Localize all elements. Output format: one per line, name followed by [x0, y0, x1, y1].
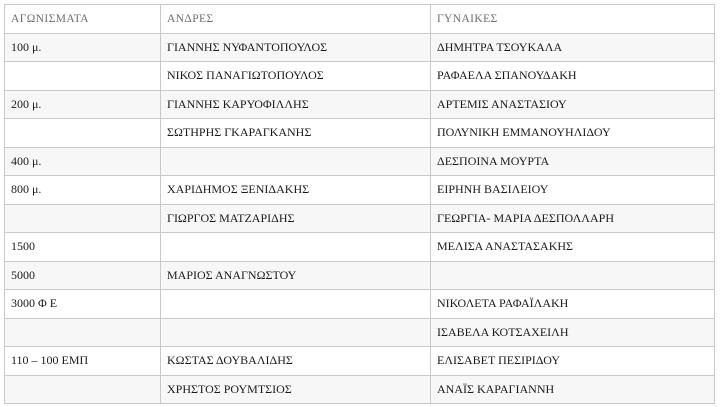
event-cell	[5, 119, 161, 148]
event-cell: 3000 Φ Ε	[5, 290, 161, 319]
table-row	[5, 290, 715, 319]
event-cell	[5, 375, 161, 404]
event-cell: 5000	[5, 261, 161, 290]
men-athlete-cell	[161, 290, 431, 319]
table-row	[5, 90, 715, 119]
event-cell	[5, 62, 161, 91]
women-athlete-cell: ΠΟΛΥΝΙΚΗ ΕΜΜΑΝΟΥΗΛΙΔΟΥ	[431, 119, 715, 148]
table-row	[5, 62, 715, 91]
event-cell: 400 μ.	[5, 147, 161, 176]
table-row	[5, 375, 715, 404]
men-athlete-cell: ΓΙΩΡΓΟΣ ΜΑΤΖΑΡΙΔΗΣ	[161, 204, 431, 233]
event-cell	[5, 204, 161, 233]
table-row	[5, 147, 715, 176]
women-athlete-cell: ΓΕΩΡΓΙΑ- ΜΑΡΙΑ ΔΕΣΠΟΛΛΑΡΗ	[431, 204, 715, 233]
women-athlete-cell: ΔΗΜΗΤΡΑ ΤΣΟΥΚΑΛΑ	[431, 33, 715, 62]
table-header-row	[5, 5, 715, 34]
men-athlete-cell	[161, 147, 431, 176]
men-athlete-cell: ΓΙΑΝΝΗΣ ΚΑΡΥΟΦΙΛΛΗΣ	[161, 90, 431, 119]
men-athlete-cell: ΜΑΡΙΟΣ ΑΝΑΓΝΩΣΤΟΥ	[161, 261, 431, 290]
table-row	[5, 233, 715, 262]
column-header-events: ΑΓΩΝΙΣΜΑΤΑ	[5, 5, 161, 34]
event-cell: 800 μ.	[5, 176, 161, 205]
column-header-women: ΓΥΝΑΙΚΕΣ	[431, 5, 715, 34]
men-athlete-cell: ΧΑΡΙΔΗΜΟΣ ΞΕΝΙΔΑΚΗΣ	[161, 176, 431, 205]
women-athlete-cell: ΙΣΑΒΕΛΑ ΚΟΤΣΑΧΕΙΛΗ	[431, 318, 715, 347]
table-row	[5, 204, 715, 233]
women-athlete-cell: ΡΑΦΑΕΛΑ ΣΠΑΝΟΥΔΑΚΗ	[431, 62, 715, 91]
women-athlete-cell: ΕΙΡΗΝΗ ΒΑΣΙΛΕΙΟΥ	[431, 176, 715, 205]
table-row	[5, 318, 715, 347]
table-row	[5, 119, 715, 148]
women-athlete-cell: ΑΡΤΕΜΙΣ ΑΝΑΣΤΑΣΙΟΥ	[431, 90, 715, 119]
women-athlete-cell: ΜΕΛΙΣΑ ΑΝΑΣΤΑΣΑΚΗΣ	[431, 233, 715, 262]
event-cell: 110 – 100 ΕΜΠ	[5, 347, 161, 376]
document-page	[4, 4, 714, 403]
event-cell: 100 μ.	[5, 33, 161, 62]
women-athlete-cell	[431, 261, 715, 290]
men-athlete-cell: ΚΩΣΤΑΣ ΔΟΥΒΑΛΙΔΗΣ	[161, 347, 431, 376]
men-athlete-cell	[161, 233, 431, 262]
results-table	[4, 4, 715, 404]
column-header-men: ΑΝΔΡΕΣ	[161, 5, 431, 34]
event-cell: 200 μ.	[5, 90, 161, 119]
men-athlete-cell: ΝΙΚΟΣ ΠΑΝΑΓΙΩΤΟΠΟΥΛΟΣ	[161, 62, 431, 91]
table-row	[5, 33, 715, 62]
table-row	[5, 347, 715, 376]
men-athlete-cell: ΓΙΑΝΝΗΣ ΝΥΦΑΝΤΟΠΟΥΛΟΣ	[161, 33, 431, 62]
men-athlete-cell	[161, 318, 431, 347]
women-athlete-cell: ΝΙΚΟΛΕΤΑ ΡΑΦΑΪΛΑΚΗ	[431, 290, 715, 319]
event-cell	[5, 318, 161, 347]
men-athlete-cell: ΣΩΤΗΡΗΣ ΓΚΑΡΑΓΚΑΝΗΣ	[161, 119, 431, 148]
table-row	[5, 261, 715, 290]
men-athlete-cell: ΧΡΗΣΤΟΣ ΡΟΥΜΤΣΙΟΣ	[161, 375, 431, 404]
event-cell: 1500	[5, 233, 161, 262]
table-row	[5, 176, 715, 205]
women-athlete-cell: ΕΛΙΣΑΒΕΤ ΠΕΣΙΡΙΔΟΥ	[431, 347, 715, 376]
women-athlete-cell: ΔΕΣΠΟΙΝΑ ΜΟΥΡΤΑ	[431, 147, 715, 176]
women-athlete-cell: ΑΝΑΪΣ ΚΑΡΑΓΙΑΝΝΗ	[431, 375, 715, 404]
